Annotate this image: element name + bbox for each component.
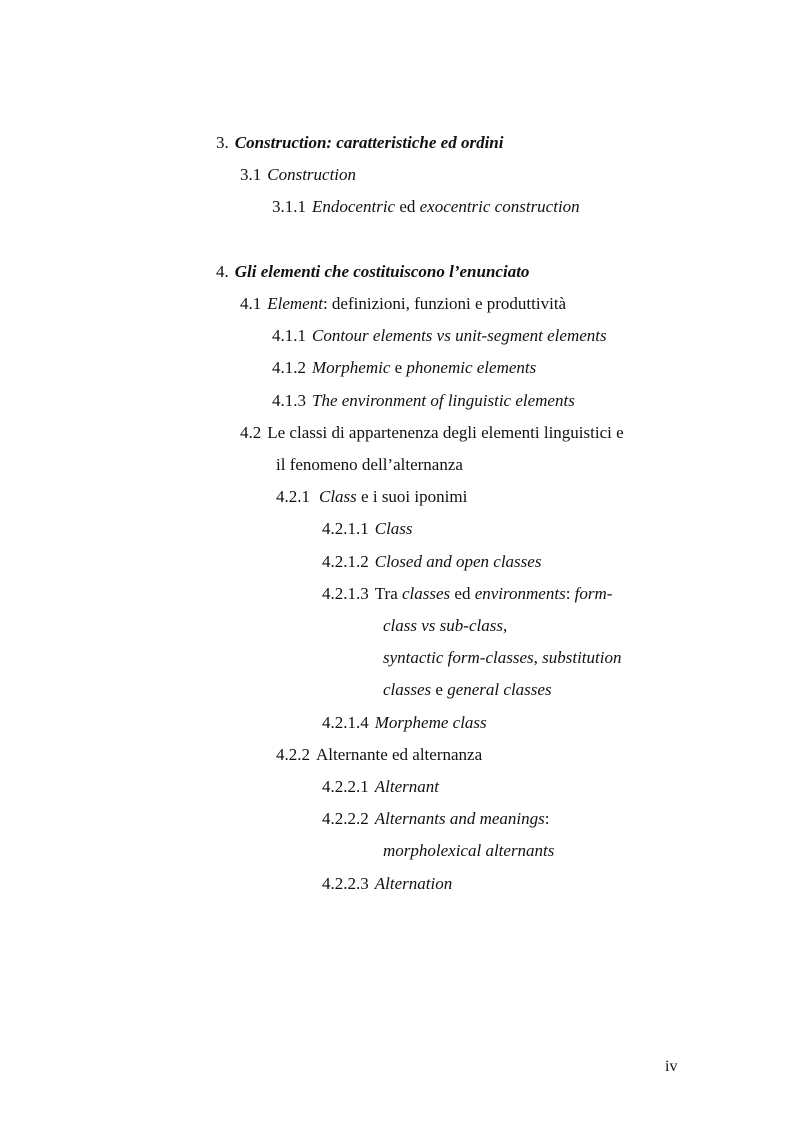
toc-number: 4.2.1.2 bbox=[322, 552, 369, 571]
toc-entry-4 bbox=[216, 262, 529, 282]
toc-entry-4-2-1-2 bbox=[322, 552, 541, 572]
toc-title-part: Tra bbox=[374, 584, 402, 603]
toc-entry-4-2-2-2-line2 bbox=[383, 841, 554, 861]
toc-title-line: il fenomeno dell’alternanza bbox=[276, 455, 463, 474]
toc-title-line: Le classi di appartenenza degli elementi linguistici e bbox=[267, 423, 624, 442]
toc-title-part: Morphemic bbox=[312, 358, 391, 377]
toc-number: 4.2.1.1 bbox=[322, 519, 369, 538]
toc-entry-4-1 bbox=[240, 294, 566, 314]
toc-title: Morpheme class bbox=[374, 713, 487, 732]
toc-number: 4.2.2.3 bbox=[322, 874, 369, 893]
toc-entry-4-2-1-1 bbox=[322, 519, 413, 539]
toc-title-part: Class bbox=[319, 487, 357, 506]
toc-title: Class bbox=[374, 519, 413, 538]
toc-entry-4-2-2-1 bbox=[322, 777, 439, 797]
toc-title-part: , bbox=[502, 616, 508, 635]
toc-entry-4-1-1 bbox=[272, 326, 607, 346]
toc-entry-4-2-2 bbox=[276, 745, 482, 765]
toc-entry-4-2 bbox=[240, 423, 624, 443]
toc-title-part: form- bbox=[574, 584, 613, 603]
toc-entry-4-2-1-3-line2 bbox=[383, 616, 507, 636]
toc-title-part: , bbox=[533, 648, 543, 667]
toc-title-part: phonemic elements bbox=[406, 358, 537, 377]
toc-entry-4-2-2-3 bbox=[322, 874, 452, 894]
toc-title-part: exocentric construction bbox=[419, 197, 580, 216]
toc-number: 3. bbox=[216, 133, 229, 152]
toc-entry-4-2-1 bbox=[276, 487, 467, 507]
toc-number: 4.1 bbox=[240, 294, 262, 313]
toc-entry-4-1-2 bbox=[272, 358, 536, 378]
toc-title: Construction bbox=[267, 165, 357, 184]
toc-number: 4.1.1 bbox=[272, 326, 306, 345]
toc-title: Gli elementi che costituiscono l’enunciato bbox=[234, 262, 530, 281]
toc-title-part: : bbox=[544, 809, 550, 828]
toc-number: 4.2.1.3 bbox=[322, 584, 369, 603]
toc-title: Alternante ed alternanza bbox=[316, 745, 483, 764]
toc-title-part: : bbox=[565, 584, 575, 603]
toc-title: Alternation bbox=[374, 874, 453, 893]
toc-title-part: classes bbox=[383, 680, 432, 699]
toc-number: 4.2 bbox=[240, 423, 262, 442]
toc-title-part: morpholexical alternants bbox=[383, 841, 555, 860]
toc-title-part: e i suoi iponimi bbox=[356, 487, 468, 506]
toc-number: 4.2.1.4 bbox=[322, 713, 369, 732]
toc-number: 4.1.2 bbox=[272, 358, 306, 377]
toc-title-part: syntactic form-classes bbox=[383, 648, 534, 667]
page-number: iv bbox=[665, 1058, 678, 1075]
toc-title-part: environments bbox=[474, 584, 566, 603]
toc-title-part: Endocentric bbox=[312, 197, 396, 216]
toc-title-part: e bbox=[431, 680, 448, 699]
toc-number: 4. bbox=[216, 262, 229, 281]
toc-number: 4.1.3 bbox=[272, 391, 306, 410]
toc-entry-3-1-1 bbox=[272, 197, 580, 217]
toc-number: 4.2.2.1 bbox=[322, 777, 369, 796]
toc-title-part: ed bbox=[450, 584, 475, 603]
toc-entry-4-2-1-3 bbox=[322, 584, 612, 604]
toc-title-part: general classes bbox=[447, 680, 552, 699]
toc-number: 4.2.2 bbox=[276, 745, 310, 764]
toc-entry-3-1 bbox=[240, 165, 356, 185]
toc-title-part: e bbox=[390, 358, 407, 377]
toc-title-part: Element bbox=[267, 294, 323, 313]
toc-title-part: ed bbox=[395, 197, 420, 216]
toc-entry-4-2-continuation bbox=[276, 455, 463, 475]
toc-entry-4-2-1-3-line4 bbox=[383, 680, 552, 700]
toc-entry-4-2-1-4 bbox=[322, 713, 487, 733]
toc-title-part: substitution bbox=[542, 648, 622, 667]
toc-title-part: Alternants and meanings bbox=[374, 809, 545, 828]
toc-entry-3 bbox=[216, 133, 503, 153]
toc-entry-4-1-3 bbox=[272, 391, 575, 411]
toc-entry-4-2-2-2 bbox=[322, 809, 549, 829]
toc-number: 3.1.1 bbox=[272, 197, 306, 216]
toc-title: Alternant bbox=[374, 777, 439, 796]
toc-entry-4-2-1-3-line3 bbox=[383, 648, 621, 668]
toc-title: Closed and open classes bbox=[374, 552, 542, 571]
toc-number: 3.1 bbox=[240, 165, 262, 184]
toc-number: 4.2.1 bbox=[276, 487, 310, 506]
toc-title: Contour elements vs unit-segment elements bbox=[312, 326, 607, 345]
toc-title-part: class vs sub-class bbox=[383, 616, 503, 635]
toc-title-part: : definizioni, funzioni e produttività bbox=[322, 294, 567, 313]
toc-title: The environment of linguistic elements bbox=[312, 391, 575, 410]
toc-number: 4.2.2.2 bbox=[322, 809, 369, 828]
toc-title-part: classes bbox=[402, 584, 451, 603]
toc-title: Construction: caratteristiche ed ordini bbox=[234, 133, 504, 152]
